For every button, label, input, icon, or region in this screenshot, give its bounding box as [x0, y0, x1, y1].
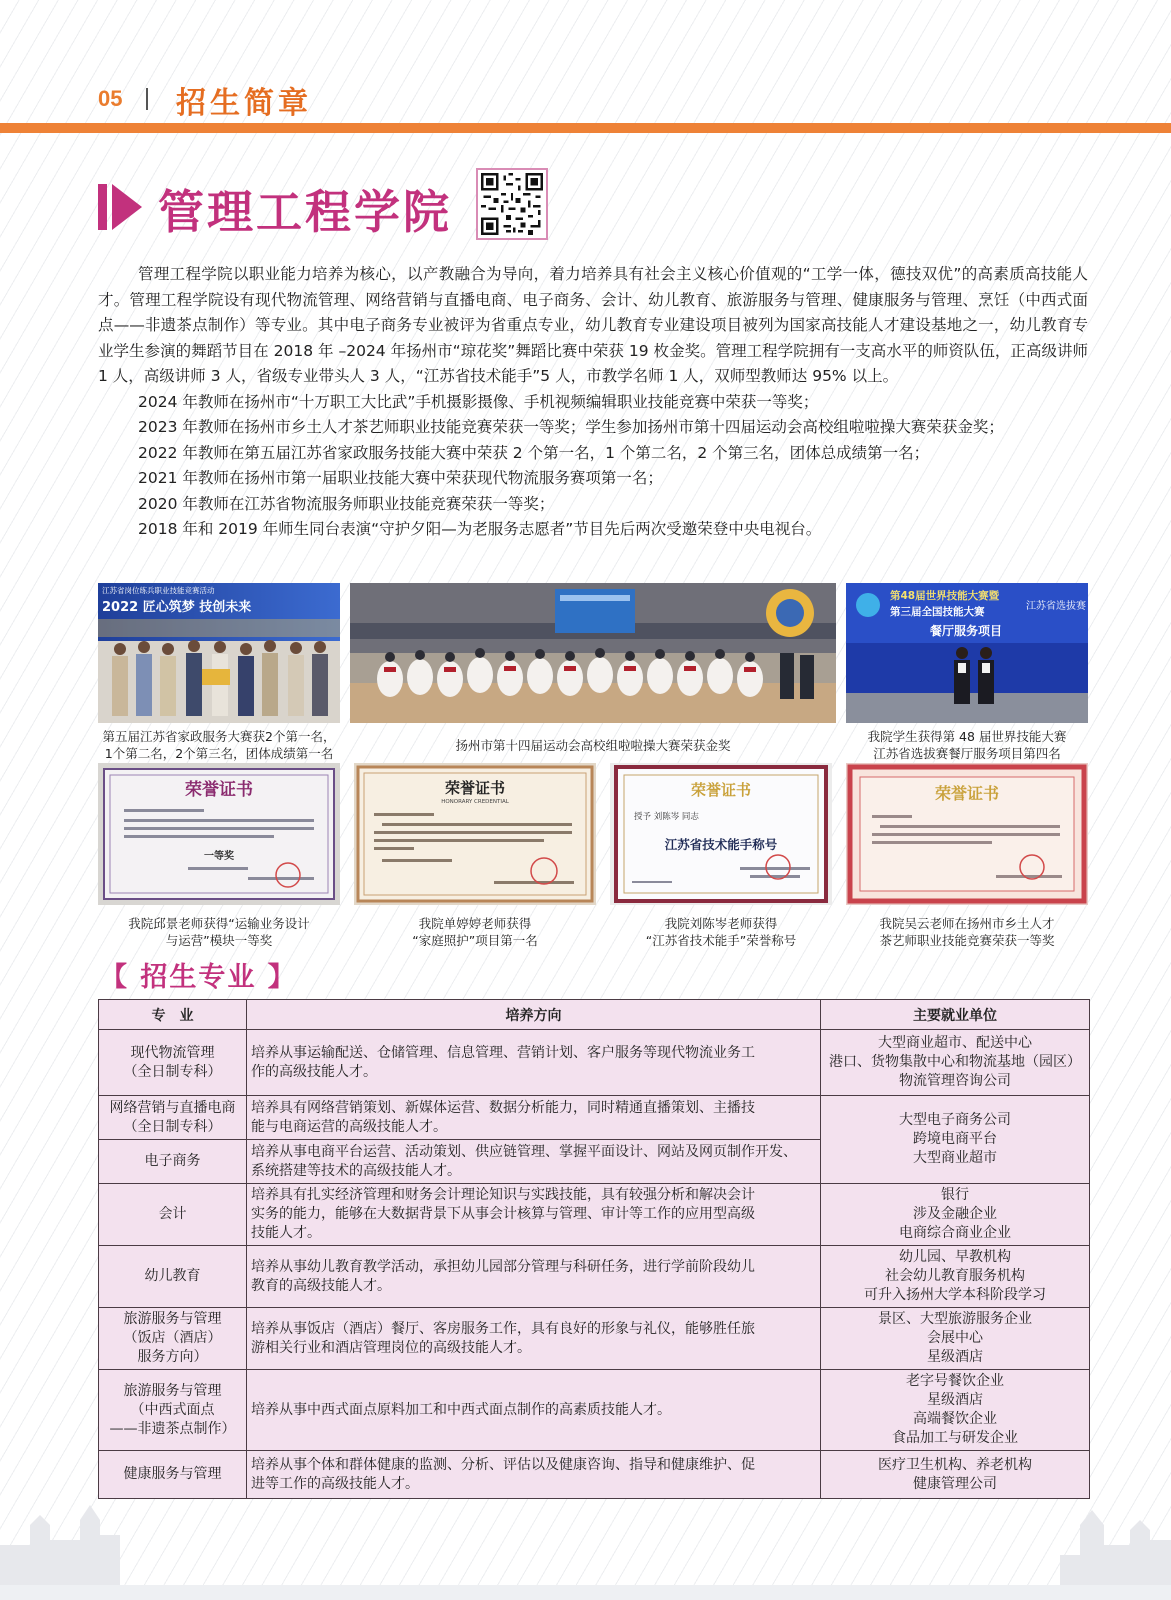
award-item: 2021 年教师在扬州市第一届职业技能大赛中荣获现代物流服务赛项第一名； — [138, 469, 663, 487]
table-row — [99, 1308, 1090, 1370]
major-name: 健康服务与管理 — [99, 1451, 247, 1499]
banner-right-text: 江苏省选拔赛 — [1026, 601, 1086, 612]
major-name: 旅游服务与管理 （中西式面点 ——非遗茶点制作） — [99, 1370, 247, 1451]
certificate-title: 荣誉证书 — [444, 779, 506, 797]
employers: 老字号餐饮企业 星级酒店 高端餐饮企业 食品加工与研发企业 — [821, 1370, 1090, 1451]
training-direction: 培养从事中西式面点原料加工和中西式面点制作的高素质技能人才。 — [247, 1370, 821, 1451]
training-direction: 培养从事个体和群体健康的监测、分析、评估以及健康咨询、指导和健康维护、促 进等工作的高级技能人才。 — [247, 1451, 821, 1499]
column-header: 专 业 — [99, 1000, 247, 1030]
world-skills-photo — [846, 583, 1088, 723]
award-item: 2023 年教师在扬州市乡土人才茶艺师职业技能竞赛荣获一等奖；学生参加扬州市第十四届运动会高校组啦啦操大赛荣获金奖； — [138, 418, 1004, 436]
banner-main-text: 2022 匠心筑梦 技创未来 — [102, 600, 252, 615]
training-direction: 培养具有扎实经济管理和财务会计理论知识与实践技能，具有较强分析和解决会计 实务的能力，能够在大数据背景下从事会计核算与管理、审计等工作的应用型高级 技能人才。 — [247, 1184, 821, 1246]
banner-line-1: 第48届世界技能大赛暨 — [890, 590, 1000, 602]
certificate-caption: 我院吴云老师在扬州市乡土人才 茶艺师职业技能竞赛荣获一等奖 — [879, 916, 1055, 948]
training-direction: 培养从事幼儿教育教学活动，承担幼儿园部分管理与科研任务，进行学前阶段幼儿 教育的高级技能人才。 — [247, 1246, 821, 1308]
intro-paragraph: 管理工程学院以职业能力培养为核心，以产教融合为导向，着力培养具有社会主义核心价值观的“工学一体，德技双优”的高素质高技能人才。管理工程学院设有现代物流管理、网络营销与直播电商、电子商务、会计、幼儿教育、旅游服务与管理、健康服务与管理、烹饪（中西式面点——非遗茶点制作）等专业。其中电子商务专业被评为省重点专业，幼儿教育专业建设项目被列为国家高技能人才建设基地之一，幼儿教育专业学生参演的舞蹈节目在 2018 年 –2024 年扬州市“琼花奖”舞蹈比赛中荣获 19 枚金奖。管理工程学院拥有一支高水平的师资队伍，正高级讲师 1 人，高级讲师 3 人，省级专业带头人 3 人，“江苏省技术能手”5 人，市教学名师 1 人，双师型教师达 95% 以上。 — [98, 265, 1088, 385]
page-number: 05 — [98, 86, 123, 111]
photo-caption: 第五届江苏省家政服务大赛获2个第一名， 1个第二名，2个第三名，团体成绩第一名 — [102, 729, 336, 761]
photo-caption: 扬州市第十四届运动会高校组啦啦操大赛荣获金奖 — [455, 738, 731, 753]
banner-subtitle: 餐厅服务项目 — [930, 624, 1003, 638]
major-name: 会计 — [99, 1184, 247, 1246]
title-bar-icon — [98, 184, 107, 230]
header-divider — [146, 88, 148, 110]
majors-table — [98, 999, 1090, 1499]
certificate-caption: 我院刘陈岑老师获得 “江苏省技术能手”荣誉称号 — [645, 916, 797, 948]
certificate-image — [846, 763, 1088, 905]
table-row — [99, 1030, 1090, 1096]
award-item: 2020 年教师在江苏省物流服务师职业技能竞赛荣获一等奖； — [138, 494, 555, 513]
award-item: 2018 年和 2019 年师生同台表演“守护夕阳—为老服务志愿者”节目先后两次受邀荣登中央电视台。 — [138, 520, 822, 538]
major-name: 电子商务 — [99, 1140, 247, 1184]
major-name: 现代物流管理 （全日制专科） — [99, 1030, 247, 1096]
certificate-title: 荣誉证书 — [934, 784, 1000, 803]
brochure-title: 招生简章 — [176, 86, 312, 121]
certificate-image — [98, 763, 340, 905]
employers: 幼儿园、早教机构 社会幼儿教育服务机构 可升入扬州大学本科阶段学习 — [821, 1246, 1090, 1308]
column-header: 主要就业单位 — [821, 1000, 1090, 1030]
table-row — [99, 1096, 1090, 1140]
certificate-honor: 江苏省技术能手称号 — [664, 837, 778, 852]
certificate-recipient: 授予 刘陈岑 同志 — [634, 812, 699, 822]
college-introduction — [98, 262, 1088, 543]
employers: 景区、大型旅游服务企业 会展中心 星级酒店 — [821, 1308, 1090, 1370]
banner-line-2: 第三届全国技能大赛 — [890, 606, 985, 618]
banner-top-text: 江苏省岗位练兵职业技能竞赛活动 — [102, 586, 215, 595]
table-row — [99, 1370, 1090, 1451]
training-direction: 培养从事运输配送、仓储管理、信息管理、营销计划、客户服务等现代物流业务工 作的高级技能人才。 — [247, 1030, 821, 1096]
training-direction: 培养具有网络营销策划、新媒体运营、数据分析能力，同时精通直播策划、主播技 能与电商运营的高级技能人才。 — [247, 1096, 821, 1140]
major-name: 网络营销与直播电商 （全日制专科） — [99, 1096, 247, 1140]
contest-team-photo — [98, 583, 340, 723]
certificate-subtitle: HONORARY CREDENTIAL — [441, 799, 509, 805]
cheerleading-photo — [350, 583, 836, 723]
college-title: 管理工程学院 — [158, 185, 452, 239]
certificate-title: 荣誉证书 — [185, 780, 253, 800]
table-header-row — [99, 1000, 1090, 1030]
table-row — [99, 1246, 1090, 1308]
employers: 银行 涉及金融企业 电商综合商业企业 — [821, 1184, 1090, 1246]
award-item: 2022 年教师在第五届江苏省家政服务技能大赛中荣获 2 个第一名，1 个第二名，2 个第三名，团体总成绩第一名； — [138, 443, 930, 462]
certificate-image — [610, 763, 832, 905]
qr-code-icon[interactable] — [476, 168, 548, 240]
major-name: 旅游服务与管理 （饭店（酒店） 服务方向） — [99, 1308, 247, 1370]
training-direction: 培养从事电商平台运营、活动策划、供应链管理、掌握平面设计、网站及网页制作开发、 系统搭建等技术的高级技能人才。 — [247, 1140, 821, 1184]
award-item: 2024 年教师在扬州市“十万职工大比武”手机摄影摄像、手机视频编辑职业技能竞赛中荣获一等奖； — [138, 392, 819, 411]
employers: 医疗卫生机构、养老机构 健康管理公司 — [821, 1451, 1090, 1499]
header-rule — [0, 123, 1171, 133]
major-name: 幼儿教育 — [99, 1246, 247, 1308]
section-title: 【 招生专业 】 — [100, 962, 297, 993]
employers: 大型电子商务公司 跨境电商平台 大型商业超市 — [821, 1096, 1090, 1184]
photo-caption: 我院学生获得第 48 届世界技能大赛 江苏省选拔赛餐厅服务项目第四名 — [867, 729, 1067, 761]
table-row — [99, 1184, 1090, 1246]
certificate-image — [354, 763, 596, 905]
certificate-caption: 我院单婷婷老师获得 “家庭照护”项目第一名 — [412, 916, 538, 948]
certificate-caption: 我院邱景老师获得“运输业务设计 与运营”模块一等奖 — [128, 916, 310, 948]
city-skyline-decoration — [0, 1485, 1171, 1600]
employers: 大型商业超市、配送中心 港口、货物集散中心和物流基地（园区） 物流管理咨询公司 — [821, 1030, 1090, 1096]
column-header: 培养方向 — [247, 1000, 821, 1030]
certificate-award: 一等奖 — [204, 851, 234, 862]
certificate-title: 荣誉证书 — [690, 781, 752, 799]
play-arrow-icon — [112, 184, 142, 230]
training-direction: 培养从事饭店（酒店）餐厅、客房服务工作，具有良好的形象与礼仪，能够胜任旅 游相关行业和酒店管理岗位的高级技能人才。 — [247, 1308, 821, 1370]
